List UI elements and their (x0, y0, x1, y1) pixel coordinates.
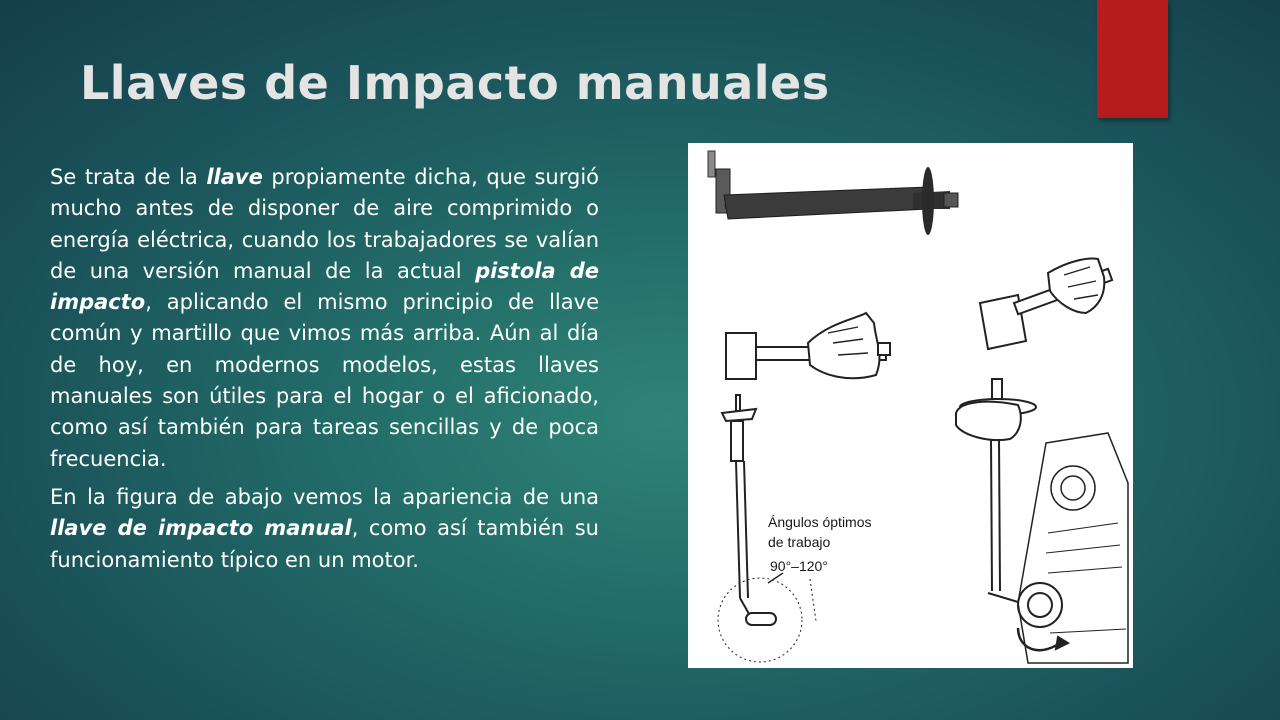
left-diagram (718, 313, 890, 662)
emphasis-pistola: pistola de impacto (50, 258, 599, 315)
figure-label-line2: de trabajo (768, 534, 831, 550)
impact-wrench-illustration (688, 143, 1133, 668)
slide-title: Llaves de Impacto manuales (80, 56, 830, 110)
paragraph-2-text-a: En la figura de abajo vemos la apariencia de una (50, 484, 599, 509)
accent-bar (1097, 0, 1168, 118)
emphasis-llave-manual: llave de impacto manual (50, 516, 352, 541)
paragraph-1-text-a: Se trata de la (50, 165, 207, 189)
paragraph-1-text-c: , aplicando el mismo principio de llave común y martillo que vimos más arriba. Aún al día de hoy, en modernos modelos, estas llaves manuales son útiles para el hogar o el aficionado, como así también para tareas sencillas y de poca frecuencia. (50, 290, 599, 471)
wrench-photo (708, 151, 958, 235)
paragraph-2-text-b: , como así también su funcionamiento típico en un motor. (50, 516, 599, 572)
body-text (50, 162, 599, 583)
figure-label-line1: Ángulos óptimos (768, 514, 872, 530)
paragraph-1-text-b: propiamente dicha, que surgió mucho antes de disponer de aire comprimido o energía eléctrica, cuando los trabajadores se valían de una versión manual de la actual (50, 165, 600, 283)
paragraph-2 (50, 482, 599, 576)
right-diagram (956, 259, 1128, 663)
emphasis-llave: llave (206, 165, 263, 189)
illustration-svg (688, 143, 1133, 668)
figure-angle-label: 90°–120° (770, 558, 828, 574)
paragraph-1 (50, 162, 599, 475)
